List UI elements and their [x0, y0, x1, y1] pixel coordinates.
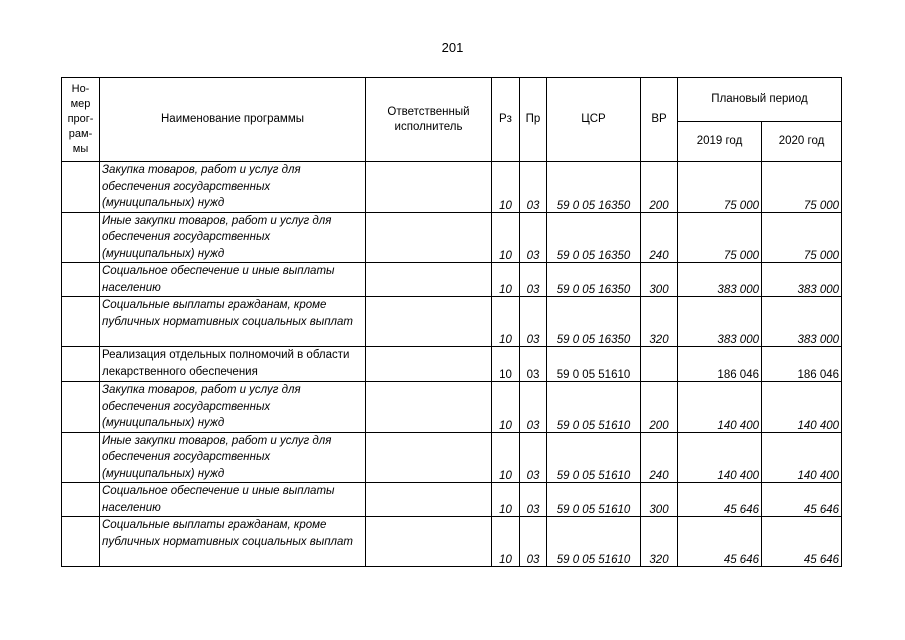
pr-cell: 03 — [520, 382, 547, 433]
responsible-executor-cell — [366, 483, 492, 517]
table-row — [62, 297, 842, 347]
table-row — [62, 263, 842, 297]
amount-2019-cell: 186 046 — [678, 347, 762, 382]
header-planning-period: Плановый период — [678, 78, 842, 122]
csr-cell: 59 0 05 51610 — [547, 517, 641, 567]
program-number-cell — [62, 432, 100, 483]
rz-cell: 10 — [492, 432, 520, 483]
csr-cell: 59 0 05 16350 — [547, 162, 641, 213]
vr-cell: 320 — [641, 297, 678, 347]
amount-2020-cell: 45 646 — [762, 517, 842, 567]
table-row — [62, 162, 842, 213]
header-responsible-executor: Ответственный исполнитель — [366, 78, 492, 162]
vr-cell: 240 — [641, 212, 678, 263]
csr-cell: 59 0 05 51610 — [547, 347, 641, 382]
vr-cell: 320 — [641, 517, 678, 567]
amount-2019-cell: 45 646 — [678, 483, 762, 517]
header-vr: ВР — [641, 78, 678, 162]
pr-cell: 03 — [520, 483, 547, 517]
amount-2020-cell: 140 400 — [762, 432, 842, 483]
table-row — [62, 517, 842, 567]
table-row — [62, 382, 842, 433]
responsible-executor-cell — [366, 382, 492, 433]
program-name-cell: Реализация отдельных полномочий в области лекарственного обеспечения — [100, 347, 366, 382]
rz-cell: 10 — [492, 263, 520, 297]
program-number-cell — [62, 162, 100, 213]
program-name-cell: Иные закупки товаров, работ и услуг для обеспечения государственных (муниципальных) нужд — [100, 432, 366, 483]
rz-cell: 10 — [492, 517, 520, 567]
header-year-2019: 2019 год — [678, 122, 762, 162]
program-number-cell — [62, 382, 100, 433]
amount-2020-cell: 75 000 — [762, 212, 842, 263]
responsible-executor-cell — [366, 517, 492, 567]
table-row — [62, 432, 842, 483]
amount-2020-cell: 140 400 — [762, 382, 842, 433]
header-csr: ЦСР — [547, 78, 641, 162]
page-number: 201 — [441, 40, 464, 55]
responsible-executor-cell — [366, 347, 492, 382]
rz-cell: 10 — [492, 212, 520, 263]
program-number-cell — [62, 297, 100, 347]
amount-2020-cell: 45 646 — [762, 483, 842, 517]
program-number-cell — [62, 212, 100, 263]
responsible-executor-cell — [366, 162, 492, 213]
csr-cell: 59 0 05 51610 — [547, 483, 641, 517]
responsible-executor-cell — [366, 432, 492, 483]
pr-cell: 03 — [520, 517, 547, 567]
pr-cell: 03 — [520, 347, 547, 382]
rz-cell: 10 — [492, 347, 520, 382]
csr-cell: 59 0 05 51610 — [547, 432, 641, 483]
pr-cell: 03 — [520, 212, 547, 263]
program-number-cell — [62, 483, 100, 517]
vr-cell: 300 — [641, 483, 678, 517]
rz-cell: 10 — [492, 297, 520, 347]
vr-cell: 200 — [641, 162, 678, 213]
csr-cell: 59 0 05 51610 — [547, 382, 641, 433]
csr-cell: 59 0 05 16350 — [547, 212, 641, 263]
table-row — [62, 347, 842, 382]
pr-cell: 03 — [520, 297, 547, 347]
budget-table — [61, 77, 842, 567]
responsible-executor-cell — [366, 297, 492, 347]
responsible-executor-cell — [366, 263, 492, 297]
vr-cell — [641, 347, 678, 382]
program-name-cell: Социальные выплаты гражданам, кроме публичных нормативных социальных выплат — [100, 297, 366, 347]
program-name-cell: Закупка товаров, работ и услуг для обеспечения государственных (муниципальных) нужд — [100, 162, 366, 213]
amount-2020-cell: 75 000 — [762, 162, 842, 213]
program-name-cell: Социальные выплаты гражданам, кроме публичных нормативных социальных выплат — [100, 517, 366, 567]
rz-cell: 10 — [492, 162, 520, 213]
header-year-2020: 2020 год — [762, 122, 842, 162]
amount-2019-cell: 140 400 — [678, 432, 762, 483]
program-name-cell: Закупка товаров, работ и услуг для обеспечения государственных (муниципальных) нужд — [100, 382, 366, 433]
amount-2019-cell: 75 000 — [678, 212, 762, 263]
amount-2019-cell: 45 646 — [678, 517, 762, 567]
program-name-cell: Иные закупки товаров, работ и услуг для обеспечения государственных (муниципальных) нужд — [100, 212, 366, 263]
pr-cell: 03 — [520, 263, 547, 297]
header-program-number: Но-мер прог-рам-мы — [62, 78, 100, 162]
responsible-executor-cell — [366, 212, 492, 263]
vr-cell: 240 — [641, 432, 678, 483]
rz-cell: 10 — [492, 483, 520, 517]
program-name-cell: Социальное обеспечение и иные выплаты населению — [100, 263, 366, 297]
csr-cell: 59 0 05 16350 — [547, 263, 641, 297]
table-body — [62, 162, 842, 567]
program-number-cell — [62, 517, 100, 567]
amount-2019-cell: 383 000 — [678, 263, 762, 297]
csr-cell: 59 0 05 16350 — [547, 297, 641, 347]
program-number-cell — [62, 263, 100, 297]
table-row — [62, 212, 842, 263]
header-rz: Рз — [492, 78, 520, 162]
header-program-name: Наименование программы — [100, 78, 366, 162]
amount-2020-cell: 186 046 — [762, 347, 842, 382]
program-name-cell: Социальное обеспечение и иные выплаты населению — [100, 483, 366, 517]
pr-cell: 03 — [520, 432, 547, 483]
amount-2019-cell: 140 400 — [678, 382, 762, 433]
header-pr: Пр — [520, 78, 547, 162]
vr-cell: 200 — [641, 382, 678, 433]
pr-cell: 03 — [520, 162, 547, 213]
vr-cell: 300 — [641, 263, 678, 297]
rz-cell: 10 — [492, 382, 520, 433]
table-row — [62, 483, 842, 517]
program-number-cell — [62, 347, 100, 382]
amount-2019-cell: 383 000 — [678, 297, 762, 347]
amount-2020-cell: 383 000 — [762, 297, 842, 347]
amount-2019-cell: 75 000 — [678, 162, 762, 213]
amount-2020-cell: 383 000 — [762, 263, 842, 297]
